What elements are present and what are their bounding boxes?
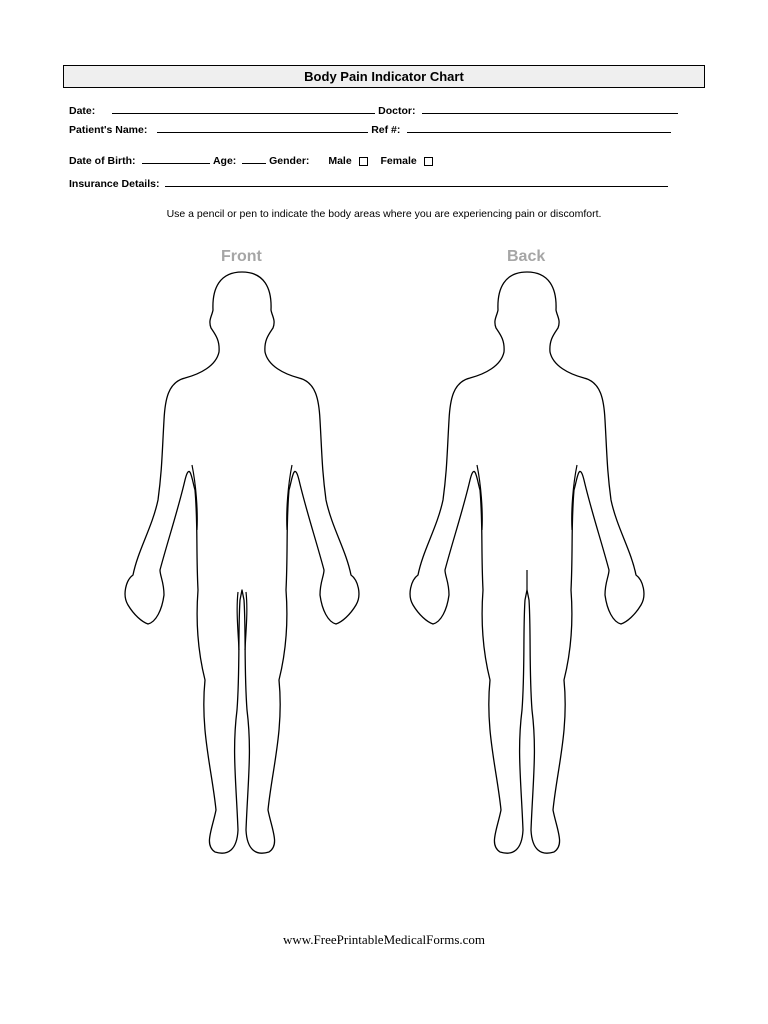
patient-ref-row [69, 122, 671, 136]
doctor-field[interactable] [422, 103, 678, 114]
insurance-field[interactable] [165, 176, 668, 187]
date-label: Date: [69, 105, 96, 117]
gender-label: Gender: [269, 155, 310, 167]
date-doctor-row [69, 103, 678, 117]
date-field[interactable] [112, 103, 375, 114]
footer-url[interactable]: www.FreePrintableMedicalForms.com [282, 932, 486, 947]
front-label: Front [221, 248, 262, 265]
doctor-label: Doctor: [378, 105, 416, 117]
dob-field[interactable] [142, 153, 210, 164]
age-label: Age: [212, 155, 237, 167]
age-field[interactable] [242, 153, 266, 164]
front-body-figure[interactable] [120, 270, 365, 870]
patient-name-field[interactable] [157, 122, 368, 133]
back-label: Back [507, 248, 546, 265]
female-checkbox[interactable] [424, 157, 433, 166]
ref-label: Ref #: [371, 124, 401, 136]
back-body-figure[interactable] [405, 270, 650, 870]
insurance-row [69, 176, 668, 190]
male-label: Male [328, 155, 352, 167]
ref-field[interactable] [407, 122, 671, 133]
male-checkbox[interactable] [359, 157, 368, 166]
instruction-text: Use a pencil or pen to indicate the body areas where you are experiencing pain or discomfort. [166, 208, 602, 220]
insurance-label: Insurance Details: [69, 178, 160, 190]
form-title [63, 65, 705, 88]
female-label: Female [380, 155, 417, 167]
form-title-text: Body Pain Indicator Chart [304, 69, 464, 84]
patient-name-label: Patient's Name: [69, 124, 148, 136]
dob-age-gender-row [69, 153, 433, 167]
dob-label: Date of Birth: [69, 155, 136, 167]
